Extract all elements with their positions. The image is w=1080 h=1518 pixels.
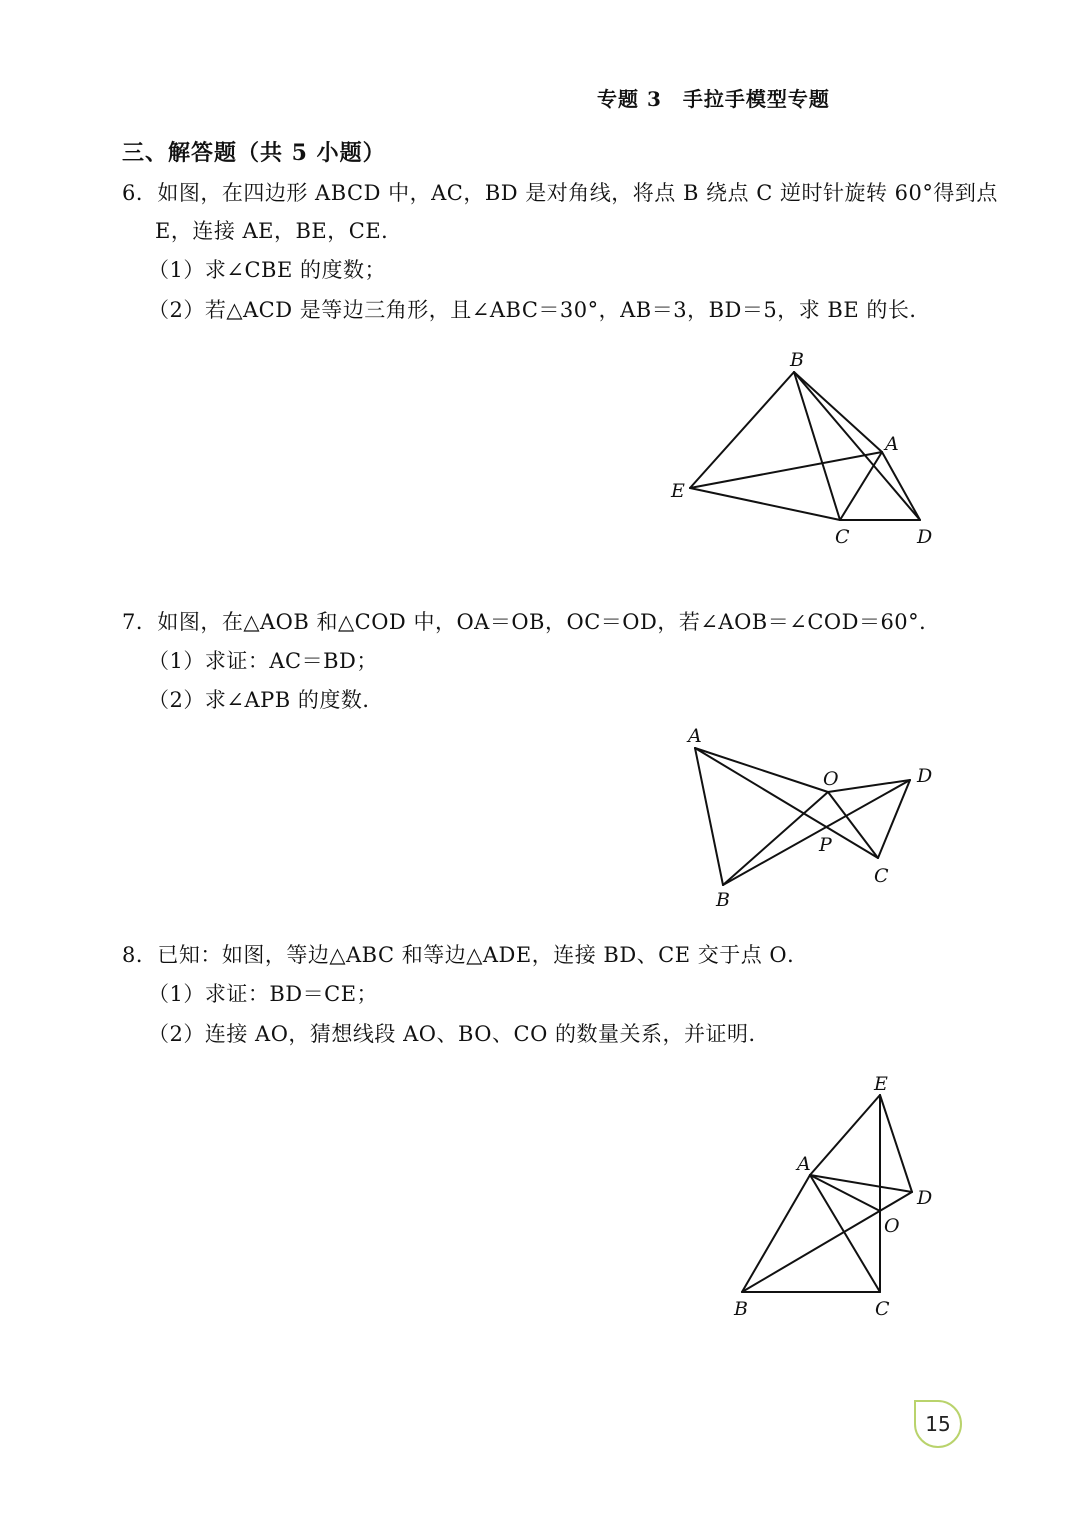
q8-seg-AB xyxy=(742,1175,810,1292)
q7-label-D: D xyxy=(917,765,933,787)
q8-seg-ED xyxy=(880,1095,912,1192)
q8-figure xyxy=(720,1060,950,1330)
q8-label-O: O xyxy=(884,1215,900,1237)
q6-part2: （2）若△ACD 是等边三角形，且∠ABC＝30°，AB＝3，BD＝5，求 BE 的长． xyxy=(148,298,931,322)
q6-part1: （1）求∠CBE 的度数； xyxy=(148,258,386,282)
q6-stem-line1: 6．如图，在四边形 ABCD 中，AC，BD 是对角线，将点 B 绕点 C 逆时针旋转 60°得到点 xyxy=(122,181,998,205)
q7-seg-AO xyxy=(695,748,828,792)
q6-seg-BD xyxy=(794,372,920,520)
q7-stem-line1: 7．如图，在△AOB 和△COD 中，OA＝OB，OC＝OD，若∠AOB＝∠COD＝60°． xyxy=(122,610,941,634)
q8-label-C: C xyxy=(875,1298,890,1320)
q7-seg-AB xyxy=(695,748,723,885)
q6-figure xyxy=(660,340,950,560)
q8-part2: （2）连接 AO，猜想线段 AO、BO、CO 的数量关系，并证明． xyxy=(148,1022,770,1046)
q8-part1: （1）求证：BD＝CE； xyxy=(148,982,379,1006)
q8-label-D: D xyxy=(917,1187,933,1209)
q6-stem-line2: E，连接 AE，BE，CE． xyxy=(155,219,403,243)
q8-label-A: A xyxy=(797,1153,811,1175)
q7-label-A: A xyxy=(688,725,702,747)
q8-stem-line1: 8．已知：如图，等边△ABC 和等边△ADE，连接 BD、CE 交于点 O． xyxy=(122,943,809,967)
q7-label-O: O xyxy=(823,768,839,790)
q7-figure xyxy=(680,720,950,920)
q6-label-D: D xyxy=(917,526,933,548)
q8-seg-BD xyxy=(742,1192,912,1292)
q6-label-E: E xyxy=(671,480,685,502)
q7-part1: （1）求证：AC＝BD； xyxy=(148,649,378,673)
page-number-badge: 15 xyxy=(914,1400,962,1448)
q8-label-E: E xyxy=(874,1073,888,1095)
q7-seg-OB xyxy=(723,792,828,885)
q6-seg-AD xyxy=(882,452,920,520)
q6-label-C: C xyxy=(835,526,850,548)
q6-seg-EA xyxy=(690,452,882,488)
q7-seg-AC xyxy=(695,748,878,858)
q7-seg-DC xyxy=(878,780,910,858)
q7-label-P: P xyxy=(819,834,832,856)
q7-label-B: B xyxy=(716,889,730,911)
section-title: 三、解答题（共 5 小题） xyxy=(122,140,386,166)
q6-seg-AC xyxy=(840,452,882,520)
q8-seg-AE xyxy=(810,1095,880,1175)
q6-label-A: A xyxy=(885,433,899,455)
q6-label-B: B xyxy=(790,349,804,371)
q7-part2: （2）求∠APB 的度数． xyxy=(148,688,384,712)
q8-label-B: B xyxy=(734,1298,748,1320)
q6-seg-EC xyxy=(690,488,840,520)
q7-label-C: C xyxy=(874,865,889,887)
page-header-title: 专题 3 手拉手模型专题 xyxy=(597,87,830,111)
